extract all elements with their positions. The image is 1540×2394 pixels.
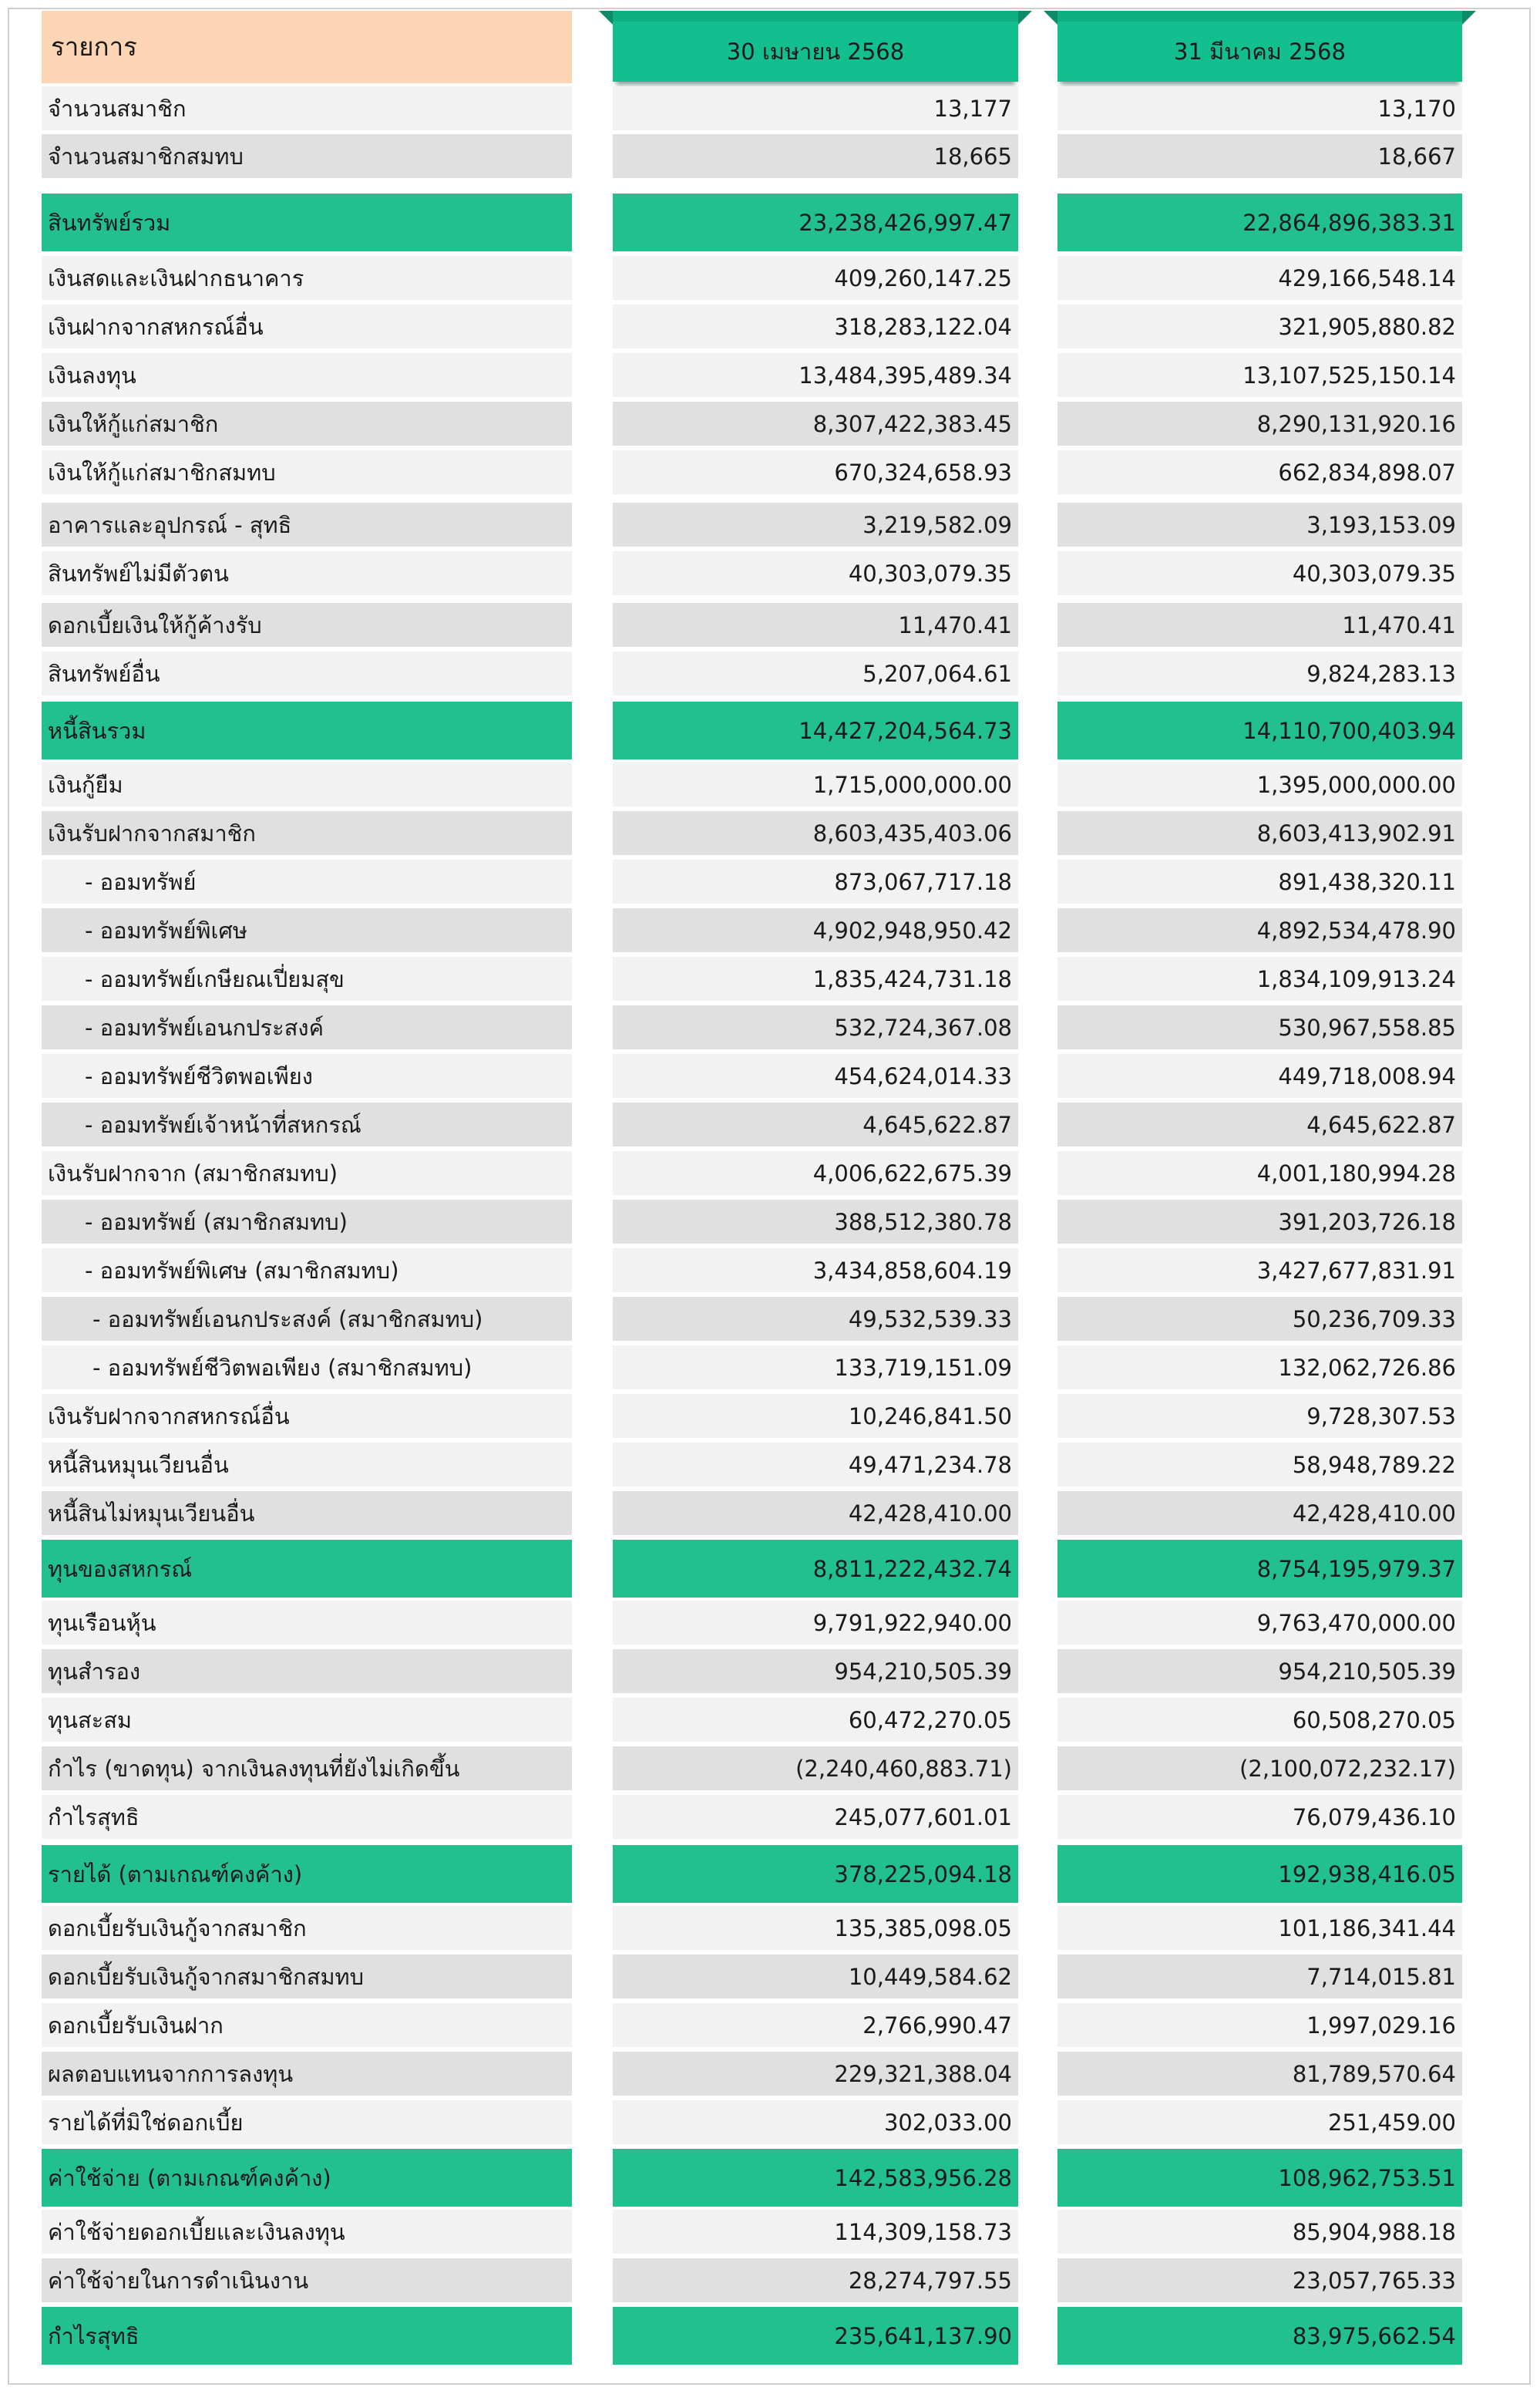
row-label: เงินให้กู้แก่สมาชิก bbox=[42, 402, 572, 446]
value-april: 3,219,582.09 bbox=[613, 503, 1018, 547]
value-april: 8,811,222,432.74 bbox=[613, 1540, 1018, 1598]
table-row bbox=[0, 1054, 1540, 1098]
value-april: 4,902,948,950.42 bbox=[613, 908, 1018, 952]
table-row bbox=[0, 2258, 1540, 2302]
value-april: 11,470.41 bbox=[613, 603, 1018, 647]
row-label: กำไรสุทธิ bbox=[42, 2307, 572, 2365]
value-april: 10,246,841.50 bbox=[613, 1394, 1018, 1438]
row-label: เงินฝากจากสหกรณ์อื่น bbox=[42, 305, 572, 348]
value-march: 429,166,548.14 bbox=[1057, 256, 1462, 300]
row-label: ดอกเบี้ยรับเงินฝาก bbox=[42, 2003, 572, 2047]
value-march: 251,459.00 bbox=[1057, 2100, 1462, 2144]
value-april: 8,307,422,383.45 bbox=[613, 402, 1018, 446]
table-row bbox=[0, 1005, 1540, 1049]
table-row bbox=[0, 603, 1540, 647]
value-march: 3,193,153.09 bbox=[1057, 503, 1462, 547]
value-april: 388,512,380.78 bbox=[613, 1200, 1018, 1244]
row-label: - ออมทรัพย์ (สมาชิกสมทบ) bbox=[42, 1200, 572, 1244]
row-label: - ออมทรัพย์เอนกประสงค์ bbox=[42, 1005, 572, 1049]
table-row bbox=[0, 305, 1540, 348]
row-label: ทุนของสหกรณ์ bbox=[42, 1540, 572, 1598]
value-march: 4,892,534,478.90 bbox=[1057, 908, 1462, 952]
table-row bbox=[0, 1955, 1540, 1998]
total-row bbox=[0, 2149, 1540, 2207]
value-march: 1,997,029.16 bbox=[1057, 2003, 1462, 2047]
row-label: ค่าใช้จ่ายดอกเบี้ยและเงินลงทุน bbox=[42, 2210, 572, 2254]
value-march: 22,864,896,383.31 bbox=[1057, 194, 1462, 251]
value-march: 8,754,195,979.37 bbox=[1057, 1540, 1462, 1598]
tab-fold-right bbox=[1462, 11, 1476, 25]
row-label: ดอกเบี้ยรับเงินกู้จากสมาชิกสมทบ bbox=[42, 1955, 572, 1998]
total-row bbox=[0, 1540, 1540, 1598]
row-label: หนี้สินรวม bbox=[42, 702, 572, 759]
value-march: 85,904,988.18 bbox=[1057, 2210, 1462, 2254]
table-row bbox=[0, 86, 1540, 130]
row-label: หนี้สินหมุนเวียนอื่น bbox=[42, 1443, 572, 1487]
value-april: 5,207,064.61 bbox=[613, 652, 1018, 695]
table-row bbox=[0, 450, 1540, 494]
value-march: 42,428,410.00 bbox=[1057, 1491, 1462, 1535]
value-march: 1,834,109,913.24 bbox=[1057, 957, 1462, 1001]
value-april: 133,719,151.09 bbox=[613, 1345, 1018, 1389]
value-march: 108,962,753.51 bbox=[1057, 2149, 1462, 2207]
row-label: จำนวนสมาชิก bbox=[42, 86, 572, 130]
value-april: 318,283,122.04 bbox=[613, 305, 1018, 348]
value-march: 81,789,570.64 bbox=[1057, 2052, 1462, 2096]
value-march: 50,236,709.33 bbox=[1057, 1297, 1462, 1341]
total-row bbox=[0, 194, 1540, 251]
value-march: 192,938,416.05 bbox=[1057, 1845, 1462, 1903]
table-row bbox=[0, 1443, 1540, 1487]
value-april: 2,766,990.47 bbox=[613, 2003, 1018, 2047]
row-label: - ออมทรัพย์ชีวิตพอเพียง (สมาชิกสมทบ) bbox=[42, 1345, 572, 1389]
value-march: 13,107,525,150.14 bbox=[1057, 353, 1462, 397]
header-col-march bbox=[1057, 11, 1462, 82]
header-col-april-label: 30 เมษายน 2568 bbox=[613, 22, 1018, 82]
value-april: 409,260,147.25 bbox=[613, 256, 1018, 300]
value-march: 321,905,880.82 bbox=[1057, 305, 1462, 348]
value-march: 891,438,320.11 bbox=[1057, 860, 1462, 904]
table-row bbox=[0, 1649, 1540, 1693]
row-label: สินทรัพย์ไม่มีตัวตน bbox=[42, 551, 572, 595]
row-label: เงินให้กู้แก่สมาชิกสมทบ bbox=[42, 450, 572, 494]
table-row bbox=[0, 503, 1540, 547]
row-label: สินทรัพย์อื่น bbox=[42, 652, 572, 695]
table-row bbox=[0, 2210, 1540, 2254]
value-april: 8,603,435,403.06 bbox=[613, 811, 1018, 855]
row-label: ทุนสำรอง bbox=[42, 1649, 572, 1693]
table-row bbox=[0, 1151, 1540, 1195]
value-april: 13,484,395,489.34 bbox=[613, 353, 1018, 397]
table-row bbox=[0, 134, 1540, 178]
value-april: 114,309,158.73 bbox=[613, 2210, 1018, 2254]
table-row bbox=[0, 551, 1540, 595]
table-row bbox=[0, 1601, 1540, 1645]
tab-fold-left bbox=[1044, 11, 1057, 25]
value-april: 873,067,717.18 bbox=[613, 860, 1018, 904]
row-label: เงินสดและเงินฝากธนาคาร bbox=[42, 256, 572, 300]
value-april: 229,321,388.04 bbox=[613, 2052, 1018, 2096]
value-march: 18,667 bbox=[1057, 134, 1462, 178]
header-label: รายการ bbox=[42, 11, 572, 83]
table-row bbox=[0, 256, 1540, 300]
row-label: - ออมทรัพย์ bbox=[42, 860, 572, 904]
total-row bbox=[0, 1845, 1540, 1903]
total-row bbox=[0, 702, 1540, 759]
value-march: 14,110,700,403.94 bbox=[1057, 702, 1462, 759]
value-march: 60,508,270.05 bbox=[1057, 1698, 1462, 1742]
row-label: - ออมทรัพย์พิเศษ bbox=[42, 908, 572, 952]
value-april: 10,449,584.62 bbox=[613, 1955, 1018, 1998]
value-march: 9,728,307.53 bbox=[1057, 1394, 1462, 1438]
value-march: 9,763,470,000.00 bbox=[1057, 1601, 1462, 1645]
header-col-march-label: 31 มีนาคม 2568 bbox=[1057, 22, 1462, 82]
row-label: เงินรับฝากจากสหกรณ์อื่น bbox=[42, 1394, 572, 1438]
value-april: 49,471,234.78 bbox=[613, 1443, 1018, 1487]
table-row bbox=[0, 1698, 1540, 1742]
table-row bbox=[0, 2052, 1540, 2096]
row-label: กำไรสุทธิ bbox=[42, 1795, 572, 1839]
row-label: ผลตอบแทนจากการลงทุน bbox=[42, 2052, 572, 2096]
table-row bbox=[0, 1200, 1540, 1244]
value-april: 532,724,367.08 bbox=[613, 1005, 1018, 1049]
value-april: 42,428,410.00 bbox=[613, 1491, 1018, 1535]
row-label: เงินลงทุน bbox=[42, 353, 572, 397]
header-col-april bbox=[613, 11, 1018, 82]
value-march: 3,427,677,831.91 bbox=[1057, 1248, 1462, 1292]
value-march: 7,714,015.81 bbox=[1057, 1955, 1462, 1998]
table-row bbox=[0, 1906, 1540, 1950]
value-march: 391,203,726.18 bbox=[1057, 1200, 1462, 1244]
value-march: 13,170 bbox=[1057, 86, 1462, 130]
value-april: 3,434,858,604.19 bbox=[613, 1248, 1018, 1292]
table-row bbox=[0, 652, 1540, 695]
value-april: 23,238,426,997.47 bbox=[613, 194, 1018, 251]
row-label: ดอกเบี้ยรับเงินกู้จากสมาชิก bbox=[42, 1906, 572, 1950]
value-april: 49,532,539.33 bbox=[613, 1297, 1018, 1341]
total-row bbox=[0, 2307, 1540, 2365]
row-label: อาคารและอุปกรณ์ - สุทธิ bbox=[42, 503, 572, 547]
table-row bbox=[0, 353, 1540, 397]
value-march: 8,603,413,902.91 bbox=[1057, 811, 1462, 855]
row-label: ค่าใช้จ่าย (ตามเกณฑ์คงค้าง) bbox=[42, 2149, 572, 2207]
value-april: 1,835,424,731.18 bbox=[613, 957, 1018, 1001]
row-label: - ออมทรัพย์พิเศษ (สมาชิกสมทบ) bbox=[42, 1248, 572, 1292]
row-label: รายได้ (ตามเกณฑ์คงค้าง) bbox=[42, 1845, 572, 1903]
table-row bbox=[0, 908, 1540, 952]
value-march: 40,303,079.35 bbox=[1057, 551, 1462, 595]
table-row bbox=[0, 1345, 1540, 1389]
row-label: เงินกู้ยืม bbox=[42, 763, 572, 806]
row-label: - ออมทรัพย์เอนกประสงค์ (สมาชิกสมทบ) bbox=[42, 1297, 572, 1341]
row-label: ดอกเบี้ยเงินให้กู้ค้างรับ bbox=[42, 603, 572, 647]
row-label: เงินรับฝากจากสมาชิก bbox=[42, 811, 572, 855]
row-label: จำนวนสมาชิกสมทบ bbox=[42, 134, 572, 178]
value-march: 954,210,505.39 bbox=[1057, 1649, 1462, 1693]
value-march: 11,470.41 bbox=[1057, 603, 1462, 647]
value-march: 662,834,898.07 bbox=[1057, 450, 1462, 494]
row-label: - ออมทรัพย์เกษียณเปี่ยมสุข bbox=[42, 957, 572, 1001]
row-label: - ออมทรัพย์เจ้าหน้าที่สหกรณ์ bbox=[42, 1103, 572, 1146]
value-april: 142,583,956.28 bbox=[613, 2149, 1018, 2207]
value-april: 14,427,204,564.73 bbox=[613, 702, 1018, 759]
table-row bbox=[0, 860, 1540, 904]
value-march: 530,967,558.85 bbox=[1057, 1005, 1462, 1049]
table-row bbox=[0, 1795, 1540, 1839]
table-row bbox=[0, 1103, 1540, 1146]
row-label: สินทรัพย์รวม bbox=[42, 194, 572, 251]
value-march: 132,062,726.86 bbox=[1057, 1345, 1462, 1389]
row-label: ทุนสะสม bbox=[42, 1698, 572, 1742]
value-april: 18,665 bbox=[613, 134, 1018, 178]
value-april: 245,077,601.01 bbox=[613, 1795, 1018, 1839]
row-label: ทุนเรือนหุ้น bbox=[42, 1601, 572, 1645]
value-april: 235,641,137.90 bbox=[613, 2307, 1018, 2365]
table-row bbox=[0, 1394, 1540, 1438]
value-april: 302,033.00 bbox=[613, 2100, 1018, 2144]
value-april: 378,225,094.18 bbox=[613, 1845, 1018, 1903]
value-april: 28,274,797.55 bbox=[613, 2258, 1018, 2302]
value-march: 58,948,789.22 bbox=[1057, 1443, 1462, 1487]
row-label: กำไร (ขาดทุน) จากเงินลงทุนที่ยังไม่เกิดขึ้น bbox=[42, 1746, 572, 1790]
value-april: 1,715,000,000.00 bbox=[613, 763, 1018, 806]
value-april: 135,385,098.05 bbox=[613, 1906, 1018, 1950]
row-label: หนี้สินไม่หมุนเวียนอื่น bbox=[42, 1491, 572, 1535]
table-row bbox=[0, 811, 1540, 855]
value-april: 13,177 bbox=[613, 86, 1018, 130]
value-march: 4,001,180,994.28 bbox=[1057, 1151, 1462, 1195]
value-april: 454,624,014.33 bbox=[613, 1054, 1018, 1098]
tab-fold-right bbox=[1018, 11, 1032, 25]
value-march: 8,290,131,920.16 bbox=[1057, 402, 1462, 446]
value-march: 23,057,765.33 bbox=[1057, 2258, 1462, 2302]
value-april: 40,303,079.35 bbox=[613, 551, 1018, 595]
value-march: 83,975,662.54 bbox=[1057, 2307, 1462, 2365]
table-row bbox=[0, 402, 1540, 446]
value-april: 9,791,922,940.00 bbox=[613, 1601, 1018, 1645]
table-row bbox=[0, 763, 1540, 806]
value-march: (2,100,072,232.17) bbox=[1057, 1746, 1462, 1790]
value-april: 670,324,658.93 bbox=[613, 450, 1018, 494]
value-april: 4,006,622,675.39 bbox=[613, 1151, 1018, 1195]
table-row bbox=[0, 1746, 1540, 1790]
row-label: รายได้ที่มิใช่ดอกเบี้ย bbox=[42, 2100, 572, 2144]
table-row bbox=[0, 2100, 1540, 2144]
value-march: 101,186,341.44 bbox=[1057, 1906, 1462, 1950]
value-march: 4,645,622.87 bbox=[1057, 1103, 1462, 1146]
value-march: 9,824,283.13 bbox=[1057, 652, 1462, 695]
row-label: - ออมทรัพย์ชีวิตพอเพียง bbox=[42, 1054, 572, 1098]
value-april: 4,645,622.87 bbox=[613, 1103, 1018, 1146]
value-april: 954,210,505.39 bbox=[613, 1649, 1018, 1693]
row-label: เงินรับฝากจาก (สมาชิกสมทบ) bbox=[42, 1151, 572, 1195]
value-march: 76,079,436.10 bbox=[1057, 1795, 1462, 1839]
table-row bbox=[0, 2003, 1540, 2047]
value-march: 449,718,008.94 bbox=[1057, 1054, 1462, 1098]
table-row bbox=[0, 1248, 1540, 1292]
tab-fold-left bbox=[599, 11, 613, 25]
table-row bbox=[0, 1491, 1540, 1535]
table-row bbox=[0, 1297, 1540, 1341]
table-row bbox=[0, 957, 1540, 1001]
value-april: 60,472,270.05 bbox=[613, 1698, 1018, 1742]
row-label: ค่าใช้จ่ายในการดำเนินงาน bbox=[42, 2258, 572, 2302]
value-april: (2,240,460,883.71) bbox=[613, 1746, 1018, 1790]
value-march: 1,395,000,000.00 bbox=[1057, 763, 1462, 806]
